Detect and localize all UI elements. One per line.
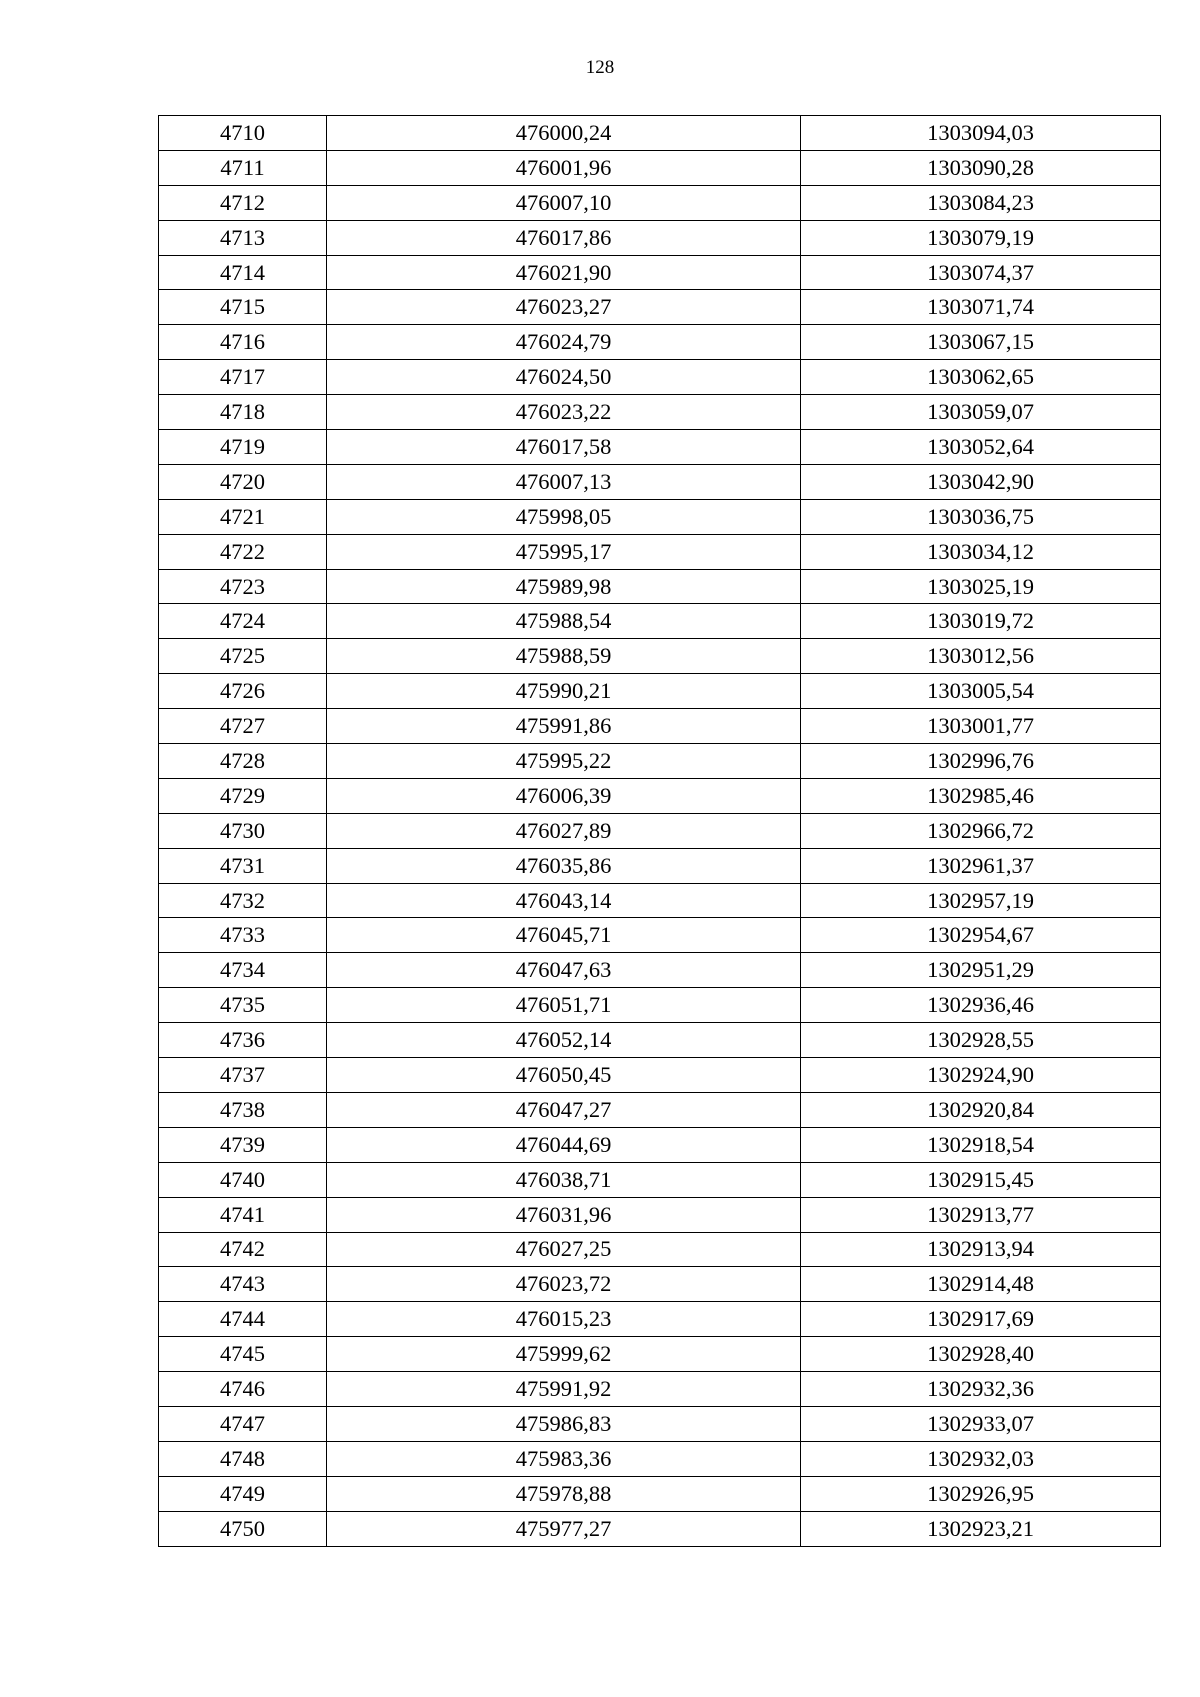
point-number-cell: 4716 bbox=[159, 325, 327, 360]
table-row bbox=[159, 709, 1161, 744]
x-coordinate-cell: 475995,17 bbox=[327, 534, 801, 569]
x-coordinate-cell: 476045,71 bbox=[327, 918, 801, 953]
x-coordinate-cell: 476047,63 bbox=[327, 953, 801, 988]
point-number-cell: 4719 bbox=[159, 430, 327, 465]
x-coordinate-cell: 476035,86 bbox=[327, 848, 801, 883]
table-row bbox=[159, 1511, 1161, 1546]
x-coordinate-cell: 476050,45 bbox=[327, 1058, 801, 1093]
point-number-cell: 4721 bbox=[159, 499, 327, 534]
x-coordinate-cell: 476007,13 bbox=[327, 464, 801, 499]
y-coordinate-cell: 1302996,76 bbox=[801, 744, 1161, 779]
y-coordinate-cell: 1302932,03 bbox=[801, 1441, 1161, 1476]
table-row bbox=[159, 988, 1161, 1023]
y-coordinate-cell: 1302928,55 bbox=[801, 1023, 1161, 1058]
point-number-cell: 4725 bbox=[159, 639, 327, 674]
table-row bbox=[159, 1267, 1161, 1302]
table-row bbox=[159, 918, 1161, 953]
point-number-cell: 4712 bbox=[159, 185, 327, 220]
page-number: 128 bbox=[585, 57, 615, 78]
table-row bbox=[159, 499, 1161, 534]
table-row bbox=[159, 569, 1161, 604]
y-coordinate-cell: 1303001,77 bbox=[801, 709, 1161, 744]
x-coordinate-cell: 476006,39 bbox=[327, 778, 801, 813]
table-row bbox=[159, 464, 1161, 499]
y-coordinate-cell: 1303005,54 bbox=[801, 674, 1161, 709]
y-coordinate-cell: 1302913,77 bbox=[801, 1197, 1161, 1232]
y-coordinate-cell: 1302932,36 bbox=[801, 1372, 1161, 1407]
y-coordinate-cell: 1302918,54 bbox=[801, 1127, 1161, 1162]
table-row bbox=[159, 1337, 1161, 1372]
y-coordinate-cell: 1303019,72 bbox=[801, 604, 1161, 639]
x-coordinate-cell: 476024,50 bbox=[327, 360, 801, 395]
point-number-cell: 4730 bbox=[159, 813, 327, 848]
y-coordinate-cell: 1303034,12 bbox=[801, 534, 1161, 569]
x-coordinate-cell: 475998,05 bbox=[327, 499, 801, 534]
y-coordinate-cell: 1303071,74 bbox=[801, 290, 1161, 325]
point-number-cell: 4747 bbox=[159, 1406, 327, 1441]
point-number-cell: 4720 bbox=[159, 464, 327, 499]
x-coordinate-cell: 476017,58 bbox=[327, 430, 801, 465]
y-coordinate-cell: 1303094,03 bbox=[801, 116, 1161, 151]
table-row bbox=[159, 534, 1161, 569]
table-row bbox=[159, 674, 1161, 709]
table-row bbox=[159, 1162, 1161, 1197]
point-number-cell: 4713 bbox=[159, 220, 327, 255]
x-coordinate-cell: 476007,10 bbox=[327, 185, 801, 220]
y-coordinate-cell: 1302917,69 bbox=[801, 1302, 1161, 1337]
table-row bbox=[159, 430, 1161, 465]
point-number-cell: 4718 bbox=[159, 395, 327, 430]
y-coordinate-cell: 1303079,19 bbox=[801, 220, 1161, 255]
table-row bbox=[159, 1372, 1161, 1407]
point-number-cell: 4734 bbox=[159, 953, 327, 988]
y-coordinate-cell: 1303036,75 bbox=[801, 499, 1161, 534]
x-coordinate-cell: 476044,69 bbox=[327, 1127, 801, 1162]
x-coordinate-cell: 476038,71 bbox=[327, 1162, 801, 1197]
y-coordinate-cell: 1303025,19 bbox=[801, 569, 1161, 604]
y-coordinate-cell: 1302923,21 bbox=[801, 1511, 1161, 1546]
table-row bbox=[159, 1092, 1161, 1127]
point-number-cell: 4710 bbox=[159, 116, 327, 151]
y-coordinate-cell: 1302936,46 bbox=[801, 988, 1161, 1023]
point-number-cell: 4749 bbox=[159, 1476, 327, 1511]
y-coordinate-cell: 1302966,72 bbox=[801, 813, 1161, 848]
table-row bbox=[159, 360, 1161, 395]
x-coordinate-cell: 476024,79 bbox=[327, 325, 801, 360]
coordinates-table-body bbox=[159, 116, 1161, 1547]
point-number-cell: 4739 bbox=[159, 1127, 327, 1162]
x-coordinate-cell: 476023,72 bbox=[327, 1267, 801, 1302]
point-number-cell: 4732 bbox=[159, 883, 327, 918]
x-coordinate-cell: 476017,86 bbox=[327, 220, 801, 255]
x-coordinate-cell: 476043,14 bbox=[327, 883, 801, 918]
table-row bbox=[159, 1127, 1161, 1162]
point-number-cell: 4745 bbox=[159, 1337, 327, 1372]
table-row bbox=[159, 1058, 1161, 1093]
y-coordinate-cell: 1303042,90 bbox=[801, 464, 1161, 499]
y-coordinate-cell: 1302924,90 bbox=[801, 1058, 1161, 1093]
table-row bbox=[159, 185, 1161, 220]
y-coordinate-cell: 1303090,28 bbox=[801, 150, 1161, 185]
x-coordinate-cell: 476052,14 bbox=[327, 1023, 801, 1058]
x-coordinate-cell: 476001,96 bbox=[327, 150, 801, 185]
point-number-cell: 4711 bbox=[159, 150, 327, 185]
table-row bbox=[159, 1023, 1161, 1058]
x-coordinate-cell: 475991,92 bbox=[327, 1372, 801, 1407]
table-row bbox=[159, 953, 1161, 988]
x-coordinate-cell: 476031,96 bbox=[327, 1197, 801, 1232]
y-coordinate-cell: 1303067,15 bbox=[801, 325, 1161, 360]
x-coordinate-cell: 475999,62 bbox=[327, 1337, 801, 1372]
point-number-cell: 4738 bbox=[159, 1092, 327, 1127]
table-row bbox=[159, 255, 1161, 290]
table-row bbox=[159, 1406, 1161, 1441]
y-coordinate-cell: 1303062,65 bbox=[801, 360, 1161, 395]
y-coordinate-cell: 1302961,37 bbox=[801, 848, 1161, 883]
x-coordinate-cell: 476015,23 bbox=[327, 1302, 801, 1337]
point-number-cell: 4727 bbox=[159, 709, 327, 744]
table-row bbox=[159, 116, 1161, 151]
y-coordinate-cell: 1303059,07 bbox=[801, 395, 1161, 430]
y-coordinate-cell: 1303052,64 bbox=[801, 430, 1161, 465]
x-coordinate-cell: 475989,98 bbox=[327, 569, 801, 604]
y-coordinate-cell: 1302954,67 bbox=[801, 918, 1161, 953]
point-number-cell: 4742 bbox=[159, 1232, 327, 1267]
table-row bbox=[159, 1476, 1161, 1511]
y-coordinate-cell: 1302914,48 bbox=[801, 1267, 1161, 1302]
point-number-cell: 4736 bbox=[159, 1023, 327, 1058]
point-number-cell: 4744 bbox=[159, 1302, 327, 1337]
x-coordinate-cell: 475986,83 bbox=[327, 1406, 801, 1441]
x-coordinate-cell: 475990,21 bbox=[327, 674, 801, 709]
x-coordinate-cell: 475988,59 bbox=[327, 639, 801, 674]
point-number-cell: 4748 bbox=[159, 1441, 327, 1476]
point-number-cell: 4733 bbox=[159, 918, 327, 953]
point-number-cell: 4737 bbox=[159, 1058, 327, 1093]
point-number-cell: 4743 bbox=[159, 1267, 327, 1302]
table-row bbox=[159, 1302, 1161, 1337]
table-row bbox=[159, 150, 1161, 185]
y-coordinate-cell: 1302913,94 bbox=[801, 1232, 1161, 1267]
y-coordinate-cell: 1302926,95 bbox=[801, 1476, 1161, 1511]
y-coordinate-cell: 1303074,37 bbox=[801, 255, 1161, 290]
point-number-cell: 4729 bbox=[159, 778, 327, 813]
y-coordinate-cell: 1302920,84 bbox=[801, 1092, 1161, 1127]
x-coordinate-cell: 475988,54 bbox=[327, 604, 801, 639]
point-number-cell: 4724 bbox=[159, 604, 327, 639]
point-number-cell: 4741 bbox=[159, 1197, 327, 1232]
point-number-cell: 4746 bbox=[159, 1372, 327, 1407]
point-number-cell: 4714 bbox=[159, 255, 327, 290]
point-number-cell: 4715 bbox=[159, 290, 327, 325]
table-row bbox=[159, 813, 1161, 848]
x-coordinate-cell: 476021,90 bbox=[327, 255, 801, 290]
x-coordinate-cell: 476023,22 bbox=[327, 395, 801, 430]
point-number-cell: 4723 bbox=[159, 569, 327, 604]
point-number-cell: 4740 bbox=[159, 1162, 327, 1197]
table-row bbox=[159, 1197, 1161, 1232]
table-row bbox=[159, 604, 1161, 639]
table-row bbox=[159, 848, 1161, 883]
x-coordinate-cell: 476051,71 bbox=[327, 988, 801, 1023]
x-coordinate-cell: 476000,24 bbox=[327, 116, 801, 151]
y-coordinate-cell: 1303012,56 bbox=[801, 639, 1161, 674]
table-row bbox=[159, 778, 1161, 813]
table-row bbox=[159, 220, 1161, 255]
point-number-cell: 4722 bbox=[159, 534, 327, 569]
x-coordinate-cell: 476047,27 bbox=[327, 1092, 801, 1127]
y-coordinate-cell: 1303084,23 bbox=[801, 185, 1161, 220]
x-coordinate-cell: 476027,89 bbox=[327, 813, 801, 848]
x-coordinate-cell: 475991,86 bbox=[327, 709, 801, 744]
x-coordinate-cell: 475978,88 bbox=[327, 1476, 801, 1511]
coordinates-table bbox=[158, 115, 1161, 1547]
x-coordinate-cell: 476027,25 bbox=[327, 1232, 801, 1267]
y-coordinate-cell: 1302928,40 bbox=[801, 1337, 1161, 1372]
table-row bbox=[159, 1232, 1161, 1267]
point-number-cell: 4750 bbox=[159, 1511, 327, 1546]
y-coordinate-cell: 1302915,45 bbox=[801, 1162, 1161, 1197]
point-number-cell: 4728 bbox=[159, 744, 327, 779]
table-row bbox=[159, 395, 1161, 430]
table-row bbox=[159, 325, 1161, 360]
point-number-cell: 4726 bbox=[159, 674, 327, 709]
table-row bbox=[159, 1441, 1161, 1476]
y-coordinate-cell: 1302933,07 bbox=[801, 1406, 1161, 1441]
x-coordinate-cell: 475983,36 bbox=[327, 1441, 801, 1476]
x-coordinate-cell: 475977,27 bbox=[327, 1511, 801, 1546]
table-row bbox=[159, 290, 1161, 325]
point-number-cell: 4731 bbox=[159, 848, 327, 883]
x-coordinate-cell: 476023,27 bbox=[327, 290, 801, 325]
table-row bbox=[159, 883, 1161, 918]
y-coordinate-cell: 1302985,46 bbox=[801, 778, 1161, 813]
table-row bbox=[159, 639, 1161, 674]
point-number-cell: 4717 bbox=[159, 360, 327, 395]
table-row bbox=[159, 744, 1161, 779]
y-coordinate-cell: 1302951,29 bbox=[801, 953, 1161, 988]
y-coordinate-cell: 1302957,19 bbox=[801, 883, 1161, 918]
point-number-cell: 4735 bbox=[159, 988, 327, 1023]
x-coordinate-cell: 475995,22 bbox=[327, 744, 801, 779]
